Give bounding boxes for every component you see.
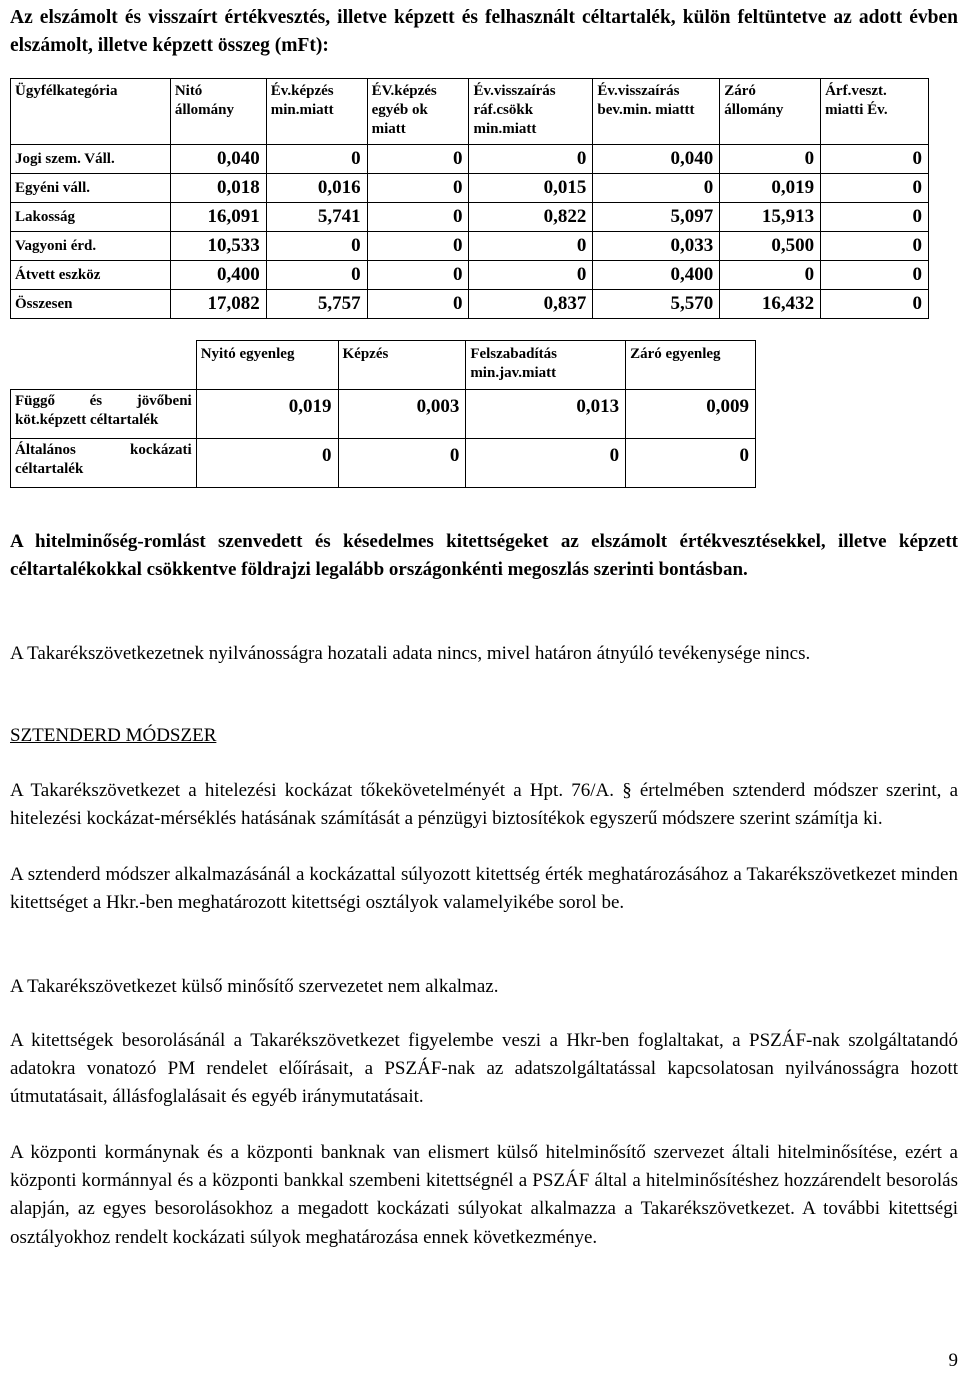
header-cell: Ügyfélkategória xyxy=(11,79,171,145)
header-cell: Képzés xyxy=(338,341,466,390)
table-cell: 5,757 xyxy=(266,290,367,319)
table-cell: 0 xyxy=(367,145,469,174)
table-cell: 0,013 xyxy=(466,390,626,439)
table-cell: 0 xyxy=(469,232,593,261)
row-label: Jogi szem. Váll. xyxy=(11,145,171,174)
table-cell: 0 xyxy=(469,145,593,174)
row-label: Lakosság xyxy=(11,203,171,232)
table-cell: 0,040 xyxy=(593,145,720,174)
table-cell: 0 xyxy=(821,145,929,174)
section-title: Az elszámolt és visszaírt értékvesztés, illetve képzett és felhasznált céltartalék, külön feltüntetve az adott évben elszámolt, illetve képzett összeg (mFt): xyxy=(10,7,958,56)
paragraph-standard-method: A Takarékszövetkezet a hitelezési kockázat tőkekövetelményét a Hpt. 76/A. § értelmében sztenderd módszer szerint, a hitelezési kockázat-mérséklés hatásának számítását a pénzügyi biztosítékok egyszerű módszere szerint számítja ki. xyxy=(10,780,958,830)
row-label: Függő és jövőbeni köt.képzett céltartalék xyxy=(11,390,197,439)
paragraph-classification: A kitettségek besorolásánál a Takarékszövetkezet figyelembe veszi a Hkr-ben foglaltakat, a PSZÁF-nak szolgáltatandó adatokra vonatozó PM rendelet előírásait, a PSZÁF-nak az adatszolgáltatással kapcsolatosan nyilvánosságra hozott útmutatásait, állásfoglalásait és egyéb iránymutatásait. xyxy=(10,1030,958,1108)
paragraph-exposure-classes: A sztenderd módszer alkalmazásánál a kockázattal súlyozott kitettség érték meghatározásához a Takarékszövetkezet minden kitettséget a Hkr.-ben meghatározott kitettségi osztályok valamelyikébe sorol be. xyxy=(10,864,958,914)
table-cell: 0 xyxy=(266,261,367,290)
table-cell: 0 xyxy=(821,261,929,290)
table-header-row xyxy=(11,79,929,145)
header-cell: Év.visszaírás bev.min. miattt xyxy=(593,79,720,145)
paragraph-geographic-breakdown: A hitelminőség-romlást szenvedett és késedelmes kitettségeket az elszámolt értékvesztésekkel, illetve képzett céltartalékokkal csökkentve földrajzi legalább országonkénti megoszlás szerinti bontásban. xyxy=(10,531,958,581)
header-cell: ÉV.képzés egyéb ok miatt xyxy=(367,79,469,145)
table-cell: 0 xyxy=(367,174,469,203)
paragraph-external-rating: A Takarékszövetkezet külső minősítő szervezetet nem alkalmaz. xyxy=(10,976,499,997)
table-row xyxy=(11,390,756,439)
table-cell: 0,033 xyxy=(593,232,720,261)
table-cell: 0,400 xyxy=(170,261,266,290)
table-cell: 0 xyxy=(821,174,929,203)
table-cell: 0,003 xyxy=(338,390,466,439)
table-cell: 0 xyxy=(720,261,821,290)
header-cell: Árf.veszt. miatti Év. xyxy=(821,79,929,145)
table-cell: 16,432 xyxy=(720,290,821,319)
table-cell: 0,015 xyxy=(469,174,593,203)
table-cell: 0 xyxy=(367,203,469,232)
header-cell: Nyitó egyenleg xyxy=(196,341,338,390)
table-cell: 0 xyxy=(196,439,338,488)
table-header-row xyxy=(11,341,756,390)
table-cell: 0 xyxy=(821,232,929,261)
table-row xyxy=(11,439,756,488)
table-cell: 0,400 xyxy=(593,261,720,290)
row-label: Egyéni váll. xyxy=(11,174,171,203)
header-cell: Záró állomány xyxy=(720,79,821,145)
table-cell: 0 xyxy=(821,290,929,319)
table-cell: 0,009 xyxy=(626,390,756,439)
table-row xyxy=(11,261,929,290)
row-label: Általános kockázati céltartalék xyxy=(11,439,197,488)
table-cell: 0 xyxy=(466,439,626,488)
table-cell: 5,097 xyxy=(593,203,720,232)
impairment-table xyxy=(10,78,929,319)
page-number: 9 xyxy=(948,1350,958,1371)
header-cell: Év.képzés min.miatt xyxy=(266,79,367,145)
table-cell: 0 xyxy=(338,439,466,488)
row-label: Átvett eszköz xyxy=(11,261,171,290)
table-cell: 16,091 xyxy=(170,203,266,232)
table-cell: 0 xyxy=(720,145,821,174)
table-cell: 0,018 xyxy=(170,174,266,203)
section-heading: SZTENDERD MÓDSZER xyxy=(10,725,217,746)
table-cell: 17,082 xyxy=(170,290,266,319)
table-cell: 0 xyxy=(626,439,756,488)
table-cell: 0 xyxy=(469,261,593,290)
table-cell: 0,822 xyxy=(469,203,593,232)
table-cell: 0 xyxy=(367,290,469,319)
table-cell: 5,741 xyxy=(266,203,367,232)
header-cell: Nitó állomány xyxy=(170,79,266,145)
table-cell: 10,533 xyxy=(170,232,266,261)
table-cell: 0,837 xyxy=(469,290,593,319)
table-cell: 0,019 xyxy=(720,174,821,203)
header-cell: Év.visszaírás ráf.csökk min.miatt xyxy=(469,79,593,145)
paragraph-central-government: A központi kormánynak és a központi banknak van elismert külső hitelminősítő szervezet általi hitelminősítése, ezért a központi kormánnyal és a központi bankkal szembeni kitettségnél a PSZÁF által a hitelminősítéshez hozzárendelt besorolás alapján, az egyes besorolásokhoz a megadott kockázati súlyokat alkalmazza a Takarékszövetkezet. A további kitettségi osztályokhoz rendelt kockázati súlyok meghatározása ennek következménye. xyxy=(10,1142,958,1248)
paragraph-cross-border: A Takarékszövetkezetnek nyilvánosságra hozatali adata nincs, mivel határon átnyúló tevékenysége nincs. xyxy=(10,643,811,664)
provisions-table xyxy=(10,340,756,488)
empty-corner-cell xyxy=(11,341,197,390)
header-cell: Felszabadítás min.jav.miatt xyxy=(466,341,626,390)
row-label: Vagyoni érd. xyxy=(11,232,171,261)
table-cell: 0,019 xyxy=(196,390,338,439)
table-row-total xyxy=(11,290,929,319)
table-cell: 0,016 xyxy=(266,174,367,203)
table-cell: 15,913 xyxy=(720,203,821,232)
table-row xyxy=(11,145,929,174)
table-cell: 0 xyxy=(367,261,469,290)
table-cell: 0,500 xyxy=(720,232,821,261)
table-row xyxy=(11,174,929,203)
row-label: Összesen xyxy=(11,290,171,319)
header-cell: Záró egyenleg xyxy=(626,341,756,390)
table-cell: 0,040 xyxy=(170,145,266,174)
table-cell: 0 xyxy=(593,174,720,203)
table-cell: 0 xyxy=(821,203,929,232)
table-row xyxy=(11,232,929,261)
table-cell: 0 xyxy=(266,145,367,174)
table-row xyxy=(11,203,929,232)
table-cell: 5,570 xyxy=(593,290,720,319)
table-cell: 0 xyxy=(367,232,469,261)
table-cell: 0 xyxy=(266,232,367,261)
